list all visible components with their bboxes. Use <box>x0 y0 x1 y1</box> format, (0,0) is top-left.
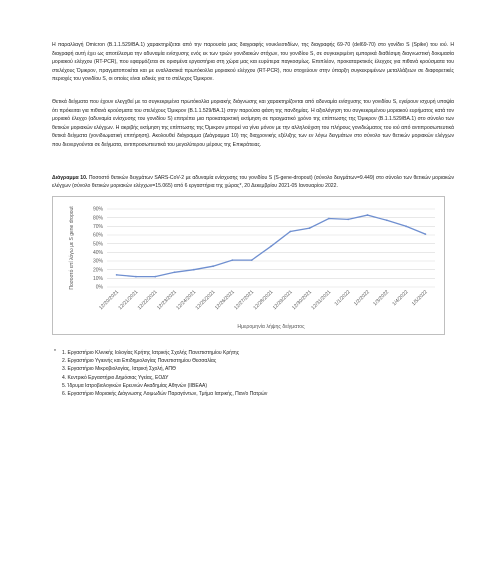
data-point <box>135 276 137 278</box>
y-tick-label: 40% <box>92 250 103 257</box>
x-tick-label: 12/31/2021 <box>310 289 333 312</box>
lab-reference-item: 2. Εργαστήριο Υγιεινής και Επιδημιολογίας Πανεπιστημίου Θεσσαλίας <box>62 358 217 365</box>
data-point <box>232 259 234 261</box>
x-tick-label: 1/3/2022 <box>372 289 391 308</box>
x-tick-label: 12/28/2021 <box>252 289 275 312</box>
data-point <box>289 231 291 233</box>
lab-reference-item: 1. Εργαστήριο Κλινικής Ιολογίας Κρήτης Ιατρικής Σχολής Πανεπιστημίου Κρήτης <box>62 350 240 356</box>
y-axis-label: Ποσοστό επί λόγω με S gene dropout <box>69 206 75 290</box>
data-point <box>174 271 176 273</box>
lab-reference-item: 4. Κεντρικό Εργαστήριο Δημόσιας Υγείας, ΕΟΔΥ <box>62 374 169 381</box>
y-tick-label: 60% <box>92 232 103 239</box>
chart-frame <box>52 196 445 335</box>
data-point <box>328 218 330 220</box>
x-tick-label: 12/27/2021 <box>233 289 256 312</box>
x-tick-label: 1/4/2022 <box>391 289 410 308</box>
lab-reference-item: 3. Εργαστήριο Μικροβιολογίας, Ιατρική Σχολή, ΑΠΘ <box>62 366 176 373</box>
data-point <box>251 259 253 261</box>
x-tick-label: 12/26/2021 <box>213 289 236 312</box>
data-point <box>347 219 349 221</box>
data-point <box>424 233 426 235</box>
data-point <box>309 227 311 229</box>
data-point <box>405 225 407 227</box>
x-tick-label: 12/20/2021 <box>98 289 121 312</box>
footnote-asterisk: * <box>54 349 56 355</box>
x-tick-label: 12/22/2021 <box>136 289 159 312</box>
line-chart <box>53 197 444 334</box>
data-point <box>116 274 118 276</box>
lab-reference-item: 5. Ίδρυμα Ιατροβιολογικών Ερευνών Ακαδημίας Αθηνών (ΙΙΒΕΑΑ) <box>62 382 208 389</box>
data-point <box>193 269 195 271</box>
x-tick-label: 12/29/2021 <box>271 289 294 312</box>
data-point <box>154 276 156 278</box>
lab-reference-list <box>62 349 267 398</box>
x-tick-label: 12/25/2021 <box>194 289 217 312</box>
y-tick-label: 10% <box>92 276 103 283</box>
x-tick-label: 1/1/2022 <box>333 289 352 308</box>
y-tick-label: 20% <box>92 267 103 274</box>
y-tick-label: 80% <box>92 215 103 222</box>
x-tick-label: 12/24/2021 <box>175 289 198 312</box>
data-point <box>386 219 388 221</box>
y-tick-label: 90% <box>92 206 103 213</box>
x-tick-label: 1/5/2022 <box>410 289 429 308</box>
x-tick-label: 1/2/2022 <box>352 289 371 308</box>
figure-caption-label: Διάγραμμα 10. <box>52 175 88 181</box>
figure-caption <box>52 174 454 191</box>
y-tick-label: 0% <box>95 284 103 291</box>
x-tick-label: 12/30/2021 <box>291 289 314 312</box>
y-tick-label: 50% <box>92 241 103 248</box>
data-point <box>270 245 272 247</box>
paragraph-omicron-intro: Η παραλλαγή Omicron (B.1.1.529/BA.1) χαρακτηρίζεται από την παρουσία μιας διαγραφής νουκλεοτιδίων, της διαγραφής 69-70 (del69-70) στο γονίδιο S (Spike) του ιού. Η διαγραφή αυτή έχει ως αποτέλεσμα την αδυναμία ενίσχυσης ενός εκ των τριών γονιδιακών στόχων, του γονιδίου S, σε συγκεκριμένη εμπορικά διαθέσιμη διαγνωστική δοκιμασία μοριακού ελέγχου (RT-PCR), που εφαρμόζεται σε ορισμένα εργαστήρια στη χώρα μας και ευρύτερα παγκοσμίως. Επιπλέον, προκαταρκτικός έλεγχος για πιθανά κρούσματα του στελέχους Όμικρον, πραγματοποιείται και με εναλλακτικά πρωτόκολλα μοριακού ελέγχου (RT-PCR), που στοχεύουν στην ύπαρξη συγκεκριμένων μεταλλάξεων σε διαφορετικές περιοχές του γονιδίου S, οι οποίες είναι ειδικές για το στέλεχος Όμικρον. <box>52 42 454 83</box>
figure-caption-text: Ποσοστό θετικών δειγμάτων SARS-CoV-2 με αδυναμία ενίσχυσης του γονιδίου S (S-gene-dropout) (σύνολο δειγμάτων=9.449) στο σύνολο των θετικών μοριακών ελέγχων (σύνολο θετικών μοριακών ελέγχων=15.065) από 6 εργαστήρια της χώρας*, 20 Δεκεμβρίου 2021-05 Ιανουαρίου 2022. <box>52 175 454 190</box>
data-point <box>367 214 369 216</box>
x-tick-label: 12/21/2021 <box>117 289 140 312</box>
y-tick-label: 30% <box>92 258 103 265</box>
paragraph-s-gene-dropout: Θετικά δείγματα που έχουν ελεγχθεί με τα συγκεκριμένα πρωτόκολλα μοριακής διάγνωσης και χαρακτηρίζονται από αδυναμία ενίσχυσης του γονιδίου S, εγείρουν ισχυρή υποψία ότι πρόκειται για πιθανά κρούσματα του στελέχους Όμικρον (B.1.1.529/BA.1) στην παρούσα φάση της πανδημίας. Η αξιολόγηση του συγκεκριμένου μοριακού ευρήματος κατά τον μοριακό έλεγχο (αδυναμία ενίσχυσης του γονιδίου S) επιτρέπει μια προκαταρκτική εκτίμηση σε πραγματικό χρόνο της επίπτωσης της Όμικρον (B.1.1.529/BA.1) στο σύνολο των θετικών μοριακών ελέγχων. Η ακριβής εκτίμηση της επίπτωσης της Όμικρον μπορεί να γίνει μόνον με την αλληλούχιση του πλήρους γονιδιώματος του ιού από αντιπροσωπευτικά θετικά δείγματα (γονιδιωματική επιτήρηση). Ακολουθεί διάγραμμα (Διάγραμμα 10) της διαχρονικής εξέλιξης των εν λόγω δειγμάτων στο σύνολο των θετικών μοριακών ελέγχων που διενεργούνται σε δείγματα, αντιπροσωπευτικά του μεγαλύτερου μέρους της Επικράτειας. <box>52 99 454 148</box>
lab-reference-item: 6. Εργαστήριο Μοριακής Διάγνωσης Λοιμωδών Παραγόντων, Τμήμα Ιατρικής, Παν/ο Πατρών <box>62 391 268 398</box>
x-tick-label: 12/23/2021 <box>156 289 178 312</box>
data-point <box>212 265 214 267</box>
x-axis-label: Ημερομηνία λήψης δείγματος <box>237 324 305 330</box>
y-tick-label: 70% <box>92 224 103 231</box>
